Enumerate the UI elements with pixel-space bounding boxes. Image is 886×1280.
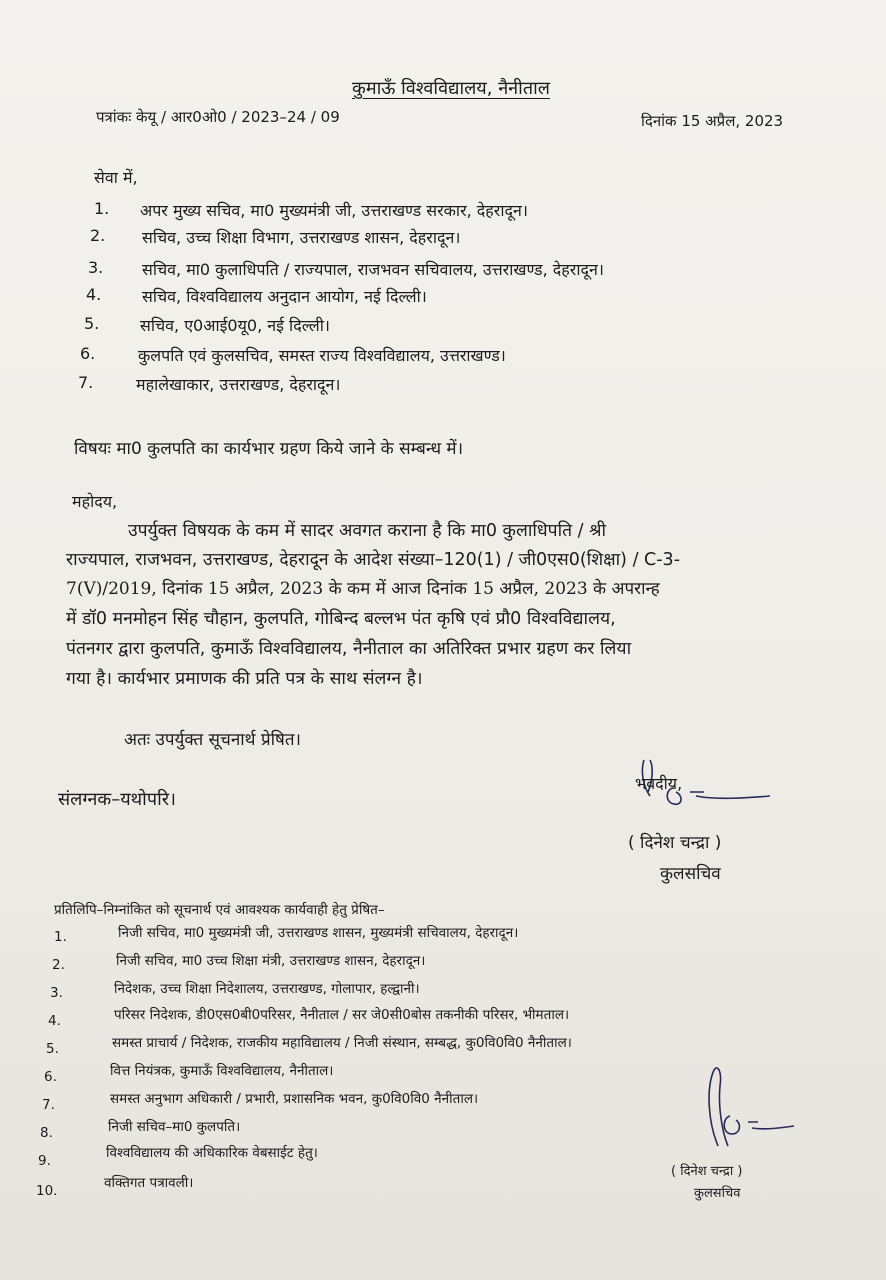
letter-date: दिनांक 15 अप्रैल, 2023 (641, 112, 784, 130)
signature-closing: भवदीय, (635, 774, 683, 793)
copy-to-text: समस्त अनुभाग अधिकारी / प्रभारी, प्रशासनिक भवन, कु0वि0वि0 नैनीताल। (110, 1091, 479, 1107)
recipients-intro: सेवा में, (94, 168, 138, 187)
copy-to-number: 4. (48, 1013, 61, 1029)
copy-signatory-designation: कुलसचिव (694, 1186, 741, 1201)
recipient-text: सचिव, उच्च शिक्षा विभाग, उत्तराखण्ड शासन, देहरादून। (142, 228, 461, 247)
recipient-number: 7. (78, 373, 94, 392)
signatory-name: ( दिनेश चन्द्रा ) (628, 833, 722, 853)
recipient-text: सचिव, मा0 कुलाधिपति / राज्यपाल, राजभवन सचिवालय, उत्तराखण्ड, देहरादून। (142, 260, 604, 279)
copy-to-number: 8. (40, 1125, 53, 1141)
body-line: में डॉ0 मनमोहन सिंह चौहान, कुलपति, गोबिन्द बल्लभ पंत कृषि एवं प्रौ0 विश्वविद्यालय, (66, 609, 616, 629)
handwritten-signature-copy (700, 1062, 800, 1162)
recipient-number: 6. (80, 344, 96, 363)
copy-to-text: निजी सचिव, मा0 मुख्यमंत्री जी, उत्तराखण्ड शासन, मुख्यमंत्री सचिवालय, देहरादून। (118, 925, 519, 941)
copy-to-number: 9. (38, 1153, 51, 1169)
copy-to-number: 3. (50, 985, 63, 1001)
body-line: पंतनगर द्वारा कुलपति, कुमाऊँ विश्वविद्यालय, नैनीताल का अतिरिक्त प्रभार ग्रहण कर लिया (66, 639, 632, 659)
copy-to-number: 1. (54, 929, 67, 945)
recipient-text: महालेखाकार, उत्तराखण्ड, देहरादून। (136, 375, 341, 394)
body-line: 7(V)/2019, दिनांक 15 अप्रैल, 2023 के कम में आज दिनांक 15 अप्रैल, 2023 के अपरान्ह (66, 579, 660, 599)
salutation: महोदय, (72, 492, 118, 511)
recipient-text: अपर मुख्य सचिव, मा0 मुख्यमंत्री जी, उत्तराखण्ड सरकार, देहरादून। (140, 201, 528, 220)
copy-to-text: विश्वविद्यालय की अधिकारिक वेबसाईट हेतु। (106, 1145, 318, 1161)
enclosure-note: संलग्नक–यथोपरि। (58, 789, 176, 810)
recipient-text: सचिव, विश्वविद्यालय अनुदान आयोग, नई दिल्ली। (142, 287, 427, 306)
copy-to-number: 7. (42, 1097, 55, 1113)
recipient-text: कुलपति एवं कुलसचिव, समस्त राज्य विश्वविद्यालय, उत्तराखण्ड। (138, 346, 506, 365)
body-line: गया है। कार्यभार प्रमाणक की प्रति पत्र के साथ संलग्न है। (66, 669, 423, 689)
signatory-designation: कुलसचिव (660, 864, 721, 884)
letter-subject: विषयः मा0 कुलपति का कार्यभार ग्रहण किये जाने के सम्बन्ध में। (74, 439, 464, 459)
copy-to-number: 6. (44, 1069, 57, 1085)
university-title: कुमाऊँ विश्वविद्यालय, नैनीताल (352, 78, 550, 99)
copy-to-text: समस्त प्राचार्य / निदेशक, राजकीय महाविद्यालय / निजी संस्थान, सम्बद्ध, कु0वि0वि0 नैनीताल। (112, 1035, 572, 1051)
body-line: उपर्युक्त विषयक के कम में सादर अवगत कराना है कि मा0 कुलाधिपति / श्री (128, 521, 607, 541)
copy-to-text: निदेशक, उच्च शिक्षा निदेशालय, उत्तराखण्ड, गोलापार, हल्द्वानी। (114, 981, 420, 997)
copy-to-text: परिसर निदेशक, डी0एस0बी0परिसर, नैनीताल / सर जे0सी0बोस तकनीकी परिसर, भीमताल। (114, 1007, 570, 1023)
copy-to-text: निजी सचिव–मा0 कुलपति। (108, 1119, 241, 1135)
copy-to-text: वित्त नियंत्रक, कुमाऊँ विश्वविद्यालय, नैनीताल। (110, 1063, 334, 1079)
recipient-number: 2. (90, 226, 106, 245)
recipient-number: 4. (86, 285, 102, 304)
copy-to-heading: प्रतिलिपि–निम्नांकित को सूचनार्थ एवं आवश्यक कार्यवाही हेतु प्रेषित– (54, 902, 385, 918)
forwarding-note: अतः उपर्युक्त सूचनार्थ प्रेषित। (124, 730, 301, 750)
copy-to-number: 10. (36, 1183, 58, 1199)
recipient-number: 3. (88, 258, 104, 277)
recipient-number: 1. (94, 199, 110, 218)
copy-to-number: 2. (52, 957, 65, 973)
copy-to-text: वक्तिगत पत्रावली। (104, 1175, 194, 1191)
body-line: राज्यपाल, राजभवन, उत्तराखण्ड, देहरादून के आदेश संख्या–120(1) / जी0एस0(शिक्षा) / C-3- (66, 550, 681, 570)
copy-to-text: निजी सचिव, मा0 उच्च शिक्षा मंत्री, उत्तराखण्ड शासन, देहरादून। (116, 953, 426, 969)
copy-to-number: 5. (46, 1041, 59, 1057)
copy-signatory-name: ( दिनेश चन्द्रा ) (671, 1164, 743, 1179)
recipient-text: सचिव, ए0आई0यू0, नई दिल्ली। (140, 316, 330, 335)
reference-number: पत्रांकः केयू / आर0ओ0 / 2023–24 / 09 (96, 108, 340, 126)
recipient-number: 5. (84, 314, 100, 333)
